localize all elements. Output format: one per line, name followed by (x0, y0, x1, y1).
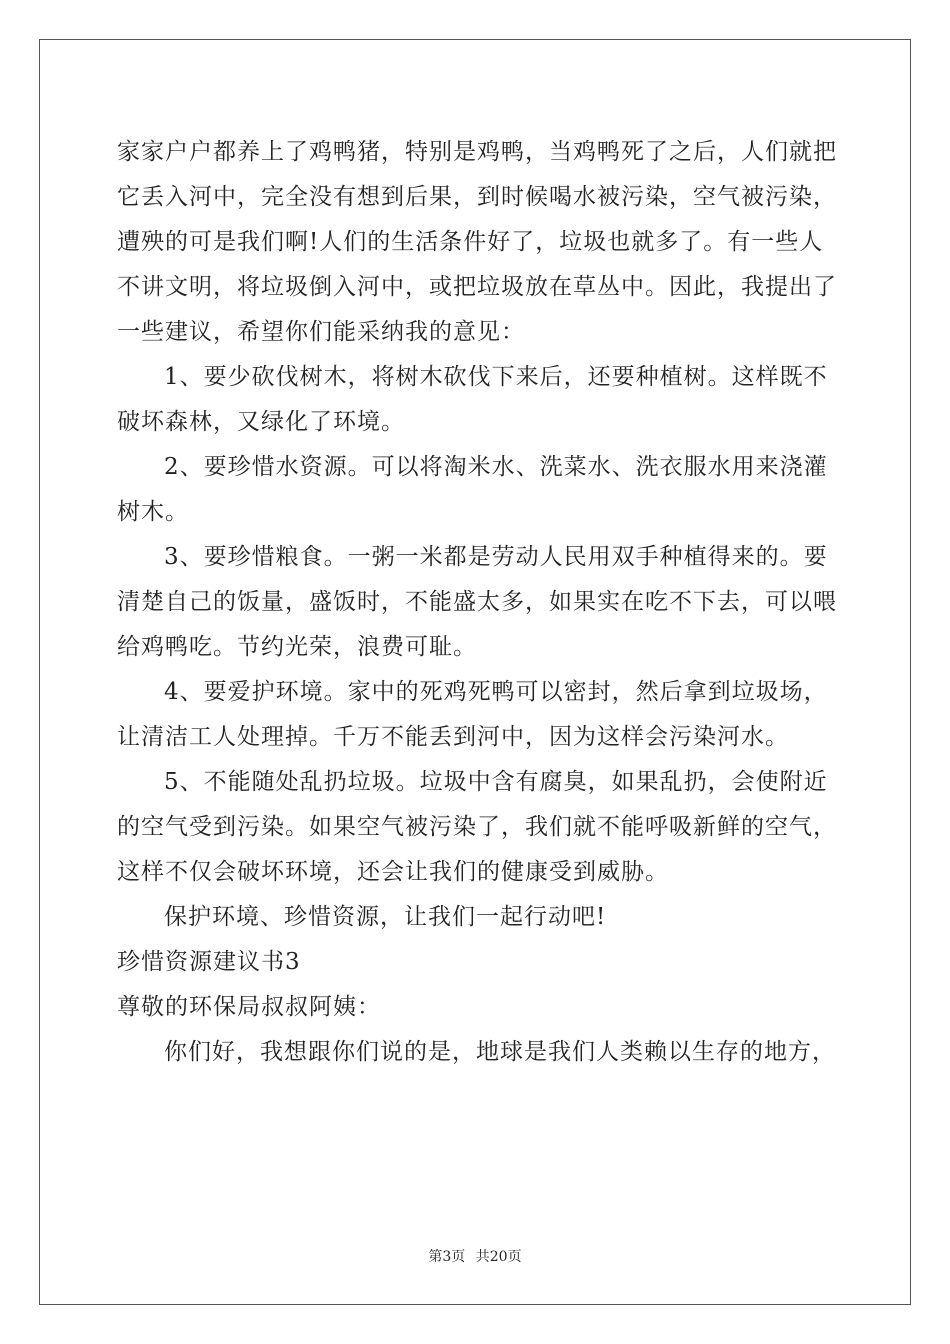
paragraph-line: 不讲文明，将垃圾倒入河中，或把垃圾放在草丛中。因此，我提出了 (117, 274, 837, 300)
paragraph-line: 让清洁工人处理掉。千万不能丢到河中，因为这样会污染河水。 (117, 724, 789, 750)
salutation: 尊敬的环保局叔叔阿姨： (117, 994, 381, 1020)
paragraph-line: 它丢入河中，完全没有想到后果，到时候喝水被污染，空气被污染， (117, 184, 837, 210)
closing-line: 保护环境、珍惜资源，让我们一起行动吧! (164, 904, 607, 930)
page-total: 共20页 (475, 1249, 522, 1265)
paragraph-line: 你们好，我想跟你们说的是，地球是我们人类赖以生存的地方， (164, 1039, 836, 1065)
paragraph-line: 一些建议，希望你们能采纳我的意见： (117, 319, 525, 345)
list-item-3: 3、要珍惜粮食。一粥一米都是劳动人民用双手种植得来的。要 (164, 544, 828, 570)
paragraph-line: 清楚自己的饭量，盛饭时，不能盛太多，如果实在吃不下去，可以喂 (117, 589, 837, 615)
list-item-5: 5、不能随处乱扔垃圾。垃圾中含有腐臭，如果乱扔，会使附近 (164, 769, 828, 795)
section-title: 珍惜资源建议书3 (117, 949, 301, 975)
paragraph-line: 给鸡鸭吃。节约光荣，浪费可耻。 (117, 634, 477, 660)
page-number: 第3页 (428, 1249, 466, 1265)
list-item-2: 2、要珍惜水资源。可以将淘米水、洗菜水、洗衣服水用来浇灌 (164, 454, 828, 480)
paragraph-line: 的空气受到污染。如果空气被污染了，我们就不能呼吸新鲜的空气， (117, 814, 837, 840)
paragraph-line: 树木。 (117, 499, 189, 525)
page-footer (0, 1246, 950, 1266)
list-item-1: 1、要少砍伐树木，将树木砍伐下来后，还要种植树。这样既不 (164, 364, 828, 390)
paragraph-line: 这样不仅会破坏环境，还会让我们的健康受到威胁。 (117, 859, 669, 885)
list-item-4: 4、要爱护环境。家中的死鸡死鸭可以密封，然后拿到垃圾场， (164, 679, 828, 705)
paragraph-line: 遭殃的可是我们啊!人们的生活条件好了，垃圾也就多了。有一些人 (117, 229, 824, 255)
paragraph-line: 家家户户都养上了鸡鸭猪，特别是鸡鸭，当鸡鸭死了之后，人们就把 (117, 139, 837, 165)
paragraph-line: 破坏森林，又绿化了环境。 (117, 409, 405, 435)
